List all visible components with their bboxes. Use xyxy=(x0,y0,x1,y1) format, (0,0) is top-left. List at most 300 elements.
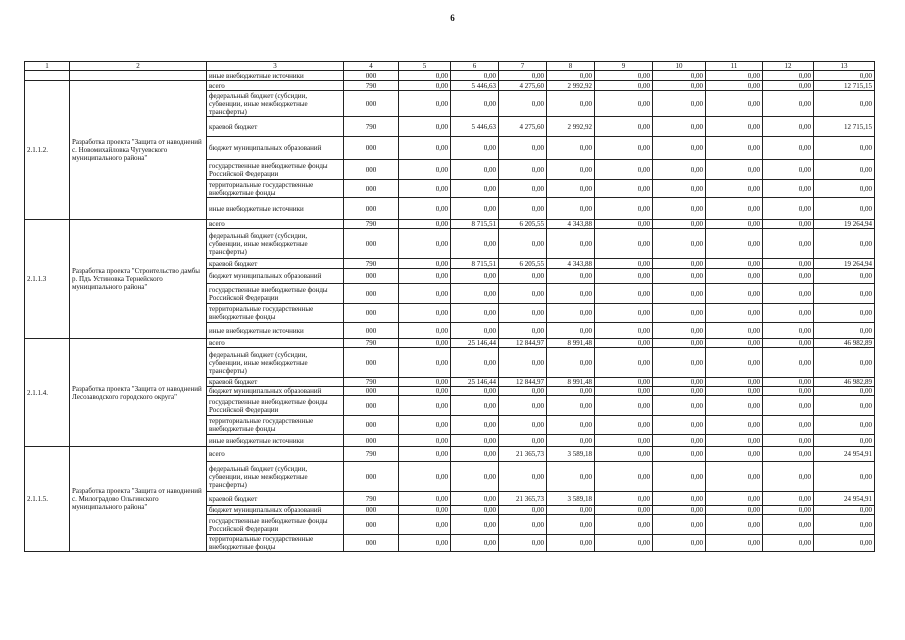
year-value: 0,00 xyxy=(595,269,653,284)
year-value: 0,00 xyxy=(399,304,451,323)
year-value: 0,00 xyxy=(499,229,547,259)
year-value: 0,00 xyxy=(547,435,595,447)
year-value: 0,00 xyxy=(763,304,814,323)
item-number: 2.1.1.3 xyxy=(25,220,70,339)
year-value: 0,00 xyxy=(547,396,595,416)
year-value: 0,00 xyxy=(595,81,653,91)
year-value: 0,00 xyxy=(763,198,814,220)
year-value: 0,00 xyxy=(706,387,763,396)
grbs-code: 000 xyxy=(344,462,399,492)
year-value: 0,00 xyxy=(706,462,763,492)
year-value: 0,00 xyxy=(499,284,547,304)
total-value: 46 982,89 xyxy=(814,339,875,348)
table-row xyxy=(25,447,875,462)
year-value: 0,00 xyxy=(499,348,547,378)
year-value: 0,00 xyxy=(451,506,499,515)
year-value: 0,00 xyxy=(399,348,451,378)
year-value: 0,00 xyxy=(547,284,595,304)
year-value: 0,00 xyxy=(399,220,451,229)
year-value: 0,00 xyxy=(653,323,706,339)
year-value: 0,00 xyxy=(763,396,814,416)
table-row xyxy=(25,220,875,229)
year-value: 0,00 xyxy=(595,284,653,304)
year-value: 0,00 xyxy=(451,160,499,180)
year-value: 0,00 xyxy=(595,492,653,506)
year-value: 0,00 xyxy=(499,387,547,396)
year-value: 0,00 xyxy=(399,387,451,396)
grbs-code: 000 xyxy=(344,137,399,160)
funding-source: территориальные государственные внебюджетные фонды xyxy=(207,416,344,435)
year-value: 0,00 xyxy=(706,323,763,339)
grbs-code: 000 xyxy=(344,160,399,180)
total-value: 12 715,15 xyxy=(814,81,875,91)
year-value: 0,00 xyxy=(399,396,451,416)
year-value: 0,00 xyxy=(547,160,595,180)
year-value: 12 844,97 xyxy=(499,378,547,387)
year-value: 0,00 xyxy=(499,160,547,180)
total-value: 46 982,89 xyxy=(814,378,875,387)
grbs-code: 000 xyxy=(344,348,399,378)
funding-source: государственные внебюджетные фонды Российской Федерации xyxy=(207,515,344,535)
funding-source: государственные внебюджетные фонды Российской Федерации xyxy=(207,284,344,304)
year-value: 0,00 xyxy=(451,91,499,117)
funding-source: всего xyxy=(207,220,344,229)
year-value: 21 365,73 xyxy=(499,492,547,506)
year-value: 0,00 xyxy=(399,259,451,269)
year-value: 25 146,44 xyxy=(451,378,499,387)
funding-source: бюджет муниципальных образований xyxy=(207,387,344,396)
year-value: 0,00 xyxy=(706,259,763,269)
year-value: 0,00 xyxy=(706,198,763,220)
year-value: 0,00 xyxy=(763,81,814,91)
total-value: 0,00 xyxy=(814,91,875,117)
year-value: 0,00 xyxy=(399,71,451,81)
year-value: 0,00 xyxy=(451,269,499,284)
year-value: 4 343,88 xyxy=(547,220,595,229)
year-value: 0,00 xyxy=(763,137,814,160)
grbs-code: 000 xyxy=(344,198,399,220)
year-value: 0,00 xyxy=(653,535,706,552)
year-value: 0,00 xyxy=(399,180,451,198)
total-value: 0,00 xyxy=(814,506,875,515)
year-value: 0,00 xyxy=(653,117,706,137)
total-value: 24 954,91 xyxy=(814,492,875,506)
grbs-code: 000 xyxy=(344,435,399,447)
total-value: 0,00 xyxy=(814,137,875,160)
year-value: 0,00 xyxy=(595,515,653,535)
year-value: 0,00 xyxy=(595,91,653,117)
grbs-code: 000 xyxy=(344,229,399,259)
header-cell: 13 xyxy=(814,62,875,71)
year-value: 0,00 xyxy=(451,198,499,220)
year-value: 0,00 xyxy=(399,339,451,348)
year-value: 0,00 xyxy=(499,91,547,117)
header-cell: 8 xyxy=(547,62,595,71)
year-value: 0,00 xyxy=(706,71,763,81)
year-value: 0,00 xyxy=(451,348,499,378)
funding-source: территориальные государственные внебюджетные фонды xyxy=(207,535,344,552)
table-row xyxy=(25,339,875,348)
year-value: 0,00 xyxy=(706,492,763,506)
year-value: 0,00 xyxy=(451,447,499,462)
funding-source: иные внебюджетные источники xyxy=(207,435,344,447)
year-value: 0,00 xyxy=(547,348,595,378)
header-cell: 10 xyxy=(653,62,706,71)
year-value: 0,00 xyxy=(399,229,451,259)
year-value: 0,00 xyxy=(653,387,706,396)
year-value: 0,00 xyxy=(499,435,547,447)
year-value: 0,00 xyxy=(763,323,814,339)
year-value: 0,00 xyxy=(451,535,499,552)
year-value: 0,00 xyxy=(399,447,451,462)
funding-source: федеральный бюджет (субсидии, субвенции, иные межбюджетные трансферты) xyxy=(207,462,344,492)
header-cell: 3 xyxy=(207,62,344,71)
year-value: 0,00 xyxy=(399,323,451,339)
year-value: 0,00 xyxy=(763,220,814,229)
year-value: 0,00 xyxy=(653,137,706,160)
year-value: 0,00 xyxy=(706,304,763,323)
year-value: 0,00 xyxy=(653,284,706,304)
total-value: 0,00 xyxy=(814,515,875,535)
year-value: 8 991,48 xyxy=(547,339,595,348)
year-value: 0,00 xyxy=(595,435,653,447)
year-value: 0,00 xyxy=(547,91,595,117)
year-value: 5 446,63 xyxy=(451,81,499,91)
year-value: 0,00 xyxy=(706,396,763,416)
year-value: 0,00 xyxy=(763,269,814,284)
year-value: 0,00 xyxy=(499,137,547,160)
measure-name xyxy=(70,71,207,81)
year-value: 0,00 xyxy=(595,339,653,348)
year-value: 0,00 xyxy=(451,284,499,304)
item-number: 2.1.1.2. xyxy=(25,81,70,220)
year-value: 0,00 xyxy=(499,462,547,492)
grbs-code: 790 xyxy=(344,259,399,269)
year-value: 25 146,44 xyxy=(451,339,499,348)
year-value: 0,00 xyxy=(595,160,653,180)
year-value: 0,00 xyxy=(399,269,451,284)
year-value: 0,00 xyxy=(595,137,653,160)
funding-source: иные внебюджетные источники xyxy=(207,71,344,81)
year-value: 0,00 xyxy=(399,462,451,492)
total-value: 0,00 xyxy=(814,198,875,220)
year-value: 0,00 xyxy=(653,180,706,198)
year-value: 0,00 xyxy=(653,396,706,416)
year-value: 0,00 xyxy=(763,259,814,269)
year-value: 0,00 xyxy=(763,160,814,180)
year-value: 0,00 xyxy=(499,416,547,435)
grbs-code: 000 xyxy=(344,323,399,339)
year-value: 0,00 xyxy=(763,435,814,447)
year-value: 0,00 xyxy=(595,304,653,323)
year-value: 0,00 xyxy=(499,180,547,198)
year-value: 0,00 xyxy=(653,492,706,506)
year-value: 0,00 xyxy=(706,81,763,91)
header-cell: 12 xyxy=(763,62,814,71)
year-value: 0,00 xyxy=(706,348,763,378)
year-value: 2 992,92 xyxy=(547,117,595,137)
item-number xyxy=(25,71,70,81)
year-value: 8 991,48 xyxy=(547,378,595,387)
year-value: 0,00 xyxy=(451,435,499,447)
header-cell: 11 xyxy=(706,62,763,71)
header-cell: 7 xyxy=(499,62,547,71)
total-value: 0,00 xyxy=(814,323,875,339)
table-row xyxy=(25,81,875,91)
year-value: 0,00 xyxy=(595,535,653,552)
year-value: 0,00 xyxy=(595,387,653,396)
funding-source: федеральный бюджет (субсидии, субвенции, иные межбюджетные трансферты) xyxy=(207,91,344,117)
grbs-code: 790 xyxy=(344,378,399,387)
total-value: 0,00 xyxy=(814,160,875,180)
year-value: 0,00 xyxy=(547,137,595,160)
year-value: 0,00 xyxy=(399,198,451,220)
year-value: 0,00 xyxy=(653,339,706,348)
year-value: 0,00 xyxy=(595,117,653,137)
year-value: 0,00 xyxy=(547,416,595,435)
year-value: 0,00 xyxy=(451,462,499,492)
funding-source: государственные внебюджетные фонды Российской Федерации xyxy=(207,160,344,180)
year-value: 0,00 xyxy=(595,447,653,462)
grbs-code: 790 xyxy=(344,492,399,506)
year-value: 0,00 xyxy=(499,506,547,515)
year-value: 0,00 xyxy=(653,435,706,447)
year-value: 0,00 xyxy=(706,180,763,198)
total-value: 0,00 xyxy=(814,284,875,304)
year-value: 0,00 xyxy=(451,229,499,259)
year-value: 4 343,88 xyxy=(547,259,595,269)
year-value: 0,00 xyxy=(595,180,653,198)
year-value: 0,00 xyxy=(451,492,499,506)
year-value: 0,00 xyxy=(706,220,763,229)
total-value: 0,00 xyxy=(814,396,875,416)
year-value: 0,00 xyxy=(653,304,706,323)
year-value: 0,00 xyxy=(706,117,763,137)
year-value: 0,00 xyxy=(706,91,763,117)
year-value: 0,00 xyxy=(763,462,814,492)
year-value: 0,00 xyxy=(653,229,706,259)
year-value: 3 589,18 xyxy=(547,492,595,506)
year-value: 0,00 xyxy=(595,198,653,220)
year-value: 0,00 xyxy=(763,117,814,137)
year-value: 0,00 xyxy=(653,378,706,387)
grbs-code: 000 xyxy=(344,416,399,435)
year-value: 0,00 xyxy=(653,259,706,269)
year-value: 4 275,60 xyxy=(499,81,547,91)
year-value: 0,00 xyxy=(653,416,706,435)
year-value: 0,00 xyxy=(706,435,763,447)
measure-name: Разработка проекта "Защита от наводнений с. Новомихайловка Чугуевского муниципального района" xyxy=(70,81,207,220)
year-value: 0,00 xyxy=(763,506,814,515)
year-value: 0,00 xyxy=(547,462,595,492)
funding-source: всего xyxy=(207,81,344,91)
funding-source: краевой бюджет xyxy=(207,259,344,269)
year-value: 0,00 xyxy=(706,339,763,348)
year-value: 0,00 xyxy=(706,160,763,180)
grbs-code: 000 xyxy=(344,387,399,396)
year-value: 0,00 xyxy=(451,387,499,396)
year-value: 3 589,18 xyxy=(547,447,595,462)
year-value: 0,00 xyxy=(499,304,547,323)
grbs-code: 000 xyxy=(344,396,399,416)
year-value: 0,00 xyxy=(451,515,499,535)
year-value: 0,00 xyxy=(595,229,653,259)
funding-source: краевой бюджет xyxy=(207,492,344,506)
year-value: 0,00 xyxy=(451,180,499,198)
year-value: 0,00 xyxy=(399,160,451,180)
grbs-code: 000 xyxy=(344,91,399,117)
grbs-code: 000 xyxy=(344,506,399,515)
year-value: 0,00 xyxy=(595,348,653,378)
year-value: 0,00 xyxy=(399,284,451,304)
year-value: 8 715,51 xyxy=(451,220,499,229)
year-value: 0,00 xyxy=(499,198,547,220)
year-value: 0,00 xyxy=(399,81,451,91)
grbs-code: 000 xyxy=(344,515,399,535)
year-value: 0,00 xyxy=(763,447,814,462)
year-value: 0,00 xyxy=(595,220,653,229)
measure-name: Разработка проекта "Строительство дамбы р. Пдъ Устиновка Тернейского муниципального района" xyxy=(70,220,207,339)
header-cell: 4 xyxy=(344,62,399,71)
year-value: 0,00 xyxy=(653,91,706,117)
year-value: 0,00 xyxy=(451,71,499,81)
year-value: 0,00 xyxy=(451,416,499,435)
funding-source: территориальные государственные внебюджетные фонды xyxy=(207,180,344,198)
year-value: 0,00 xyxy=(653,71,706,81)
header-cell: 9 xyxy=(595,62,653,71)
grbs-code: 790 xyxy=(344,117,399,137)
year-value: 0,00 xyxy=(653,515,706,535)
year-value: 0,00 xyxy=(399,435,451,447)
total-value: 0,00 xyxy=(814,387,875,396)
year-value: 0,00 xyxy=(547,71,595,81)
funding-source: бюджет муниципальных образований xyxy=(207,506,344,515)
year-value: 0,00 xyxy=(451,323,499,339)
table-row xyxy=(25,71,875,81)
year-value: 0,00 xyxy=(653,506,706,515)
total-value: 0,00 xyxy=(814,348,875,378)
year-value: 0,00 xyxy=(499,396,547,416)
year-value: 0,00 xyxy=(595,323,653,339)
year-value: 0,00 xyxy=(706,137,763,160)
total-value: 0,00 xyxy=(814,229,875,259)
grbs-code: 000 xyxy=(344,304,399,323)
year-value: 0,00 xyxy=(763,180,814,198)
year-value: 0,00 xyxy=(653,81,706,91)
grbs-code: 000 xyxy=(344,269,399,284)
year-value: 0,00 xyxy=(706,515,763,535)
measure-name: Разработка проекта "Защита от наводнений Лесозаводского городского округа" xyxy=(70,339,207,447)
year-value: 21 365,73 xyxy=(499,447,547,462)
year-value: 0,00 xyxy=(706,447,763,462)
item-number: 2.1.1.4. xyxy=(25,339,70,447)
year-value: 0,00 xyxy=(547,506,595,515)
year-value: 12 844,97 xyxy=(499,339,547,348)
year-value: 0,00 xyxy=(706,535,763,552)
year-value: 0,00 xyxy=(399,378,451,387)
year-value: 0,00 xyxy=(547,229,595,259)
funding-source: бюджет муниципальных образований xyxy=(207,269,344,284)
year-value: 0,00 xyxy=(399,492,451,506)
funding-source: всего xyxy=(207,447,344,462)
year-value: 0,00 xyxy=(547,323,595,339)
year-value: 0,00 xyxy=(499,71,547,81)
funding-source: федеральный бюджет (субсидии, субвенции, иные межбюджетные трансферты) xyxy=(207,348,344,378)
year-value: 0,00 xyxy=(706,506,763,515)
year-value: 0,00 xyxy=(595,71,653,81)
header-cell: 1 xyxy=(25,62,70,71)
total-value: 0,00 xyxy=(814,535,875,552)
funding-source: государственные внебюджетные фонды Российской Федерации xyxy=(207,396,344,416)
year-value: 0,00 xyxy=(706,416,763,435)
total-value: 24 954,91 xyxy=(814,447,875,462)
funding-source: бюджет муниципальных образований xyxy=(207,137,344,160)
header-row xyxy=(25,62,875,71)
year-value: 4 275,60 xyxy=(499,117,547,137)
year-value: 0,00 xyxy=(547,304,595,323)
grbs-code: 790 xyxy=(344,220,399,229)
year-value: 0,00 xyxy=(763,348,814,378)
year-value: 0,00 xyxy=(595,378,653,387)
total-value: 0,00 xyxy=(814,435,875,447)
total-value: 0,00 xyxy=(814,462,875,492)
year-value: 0,00 xyxy=(595,506,653,515)
year-value: 0,00 xyxy=(399,506,451,515)
year-value: 0,00 xyxy=(451,137,499,160)
total-value: 19 264,94 xyxy=(814,259,875,269)
grbs-code: 000 xyxy=(344,180,399,198)
total-value: 0,00 xyxy=(814,269,875,284)
year-value: 5 446,63 xyxy=(451,117,499,137)
year-value: 0,00 xyxy=(499,515,547,535)
year-value: 0,00 xyxy=(653,462,706,492)
funding-source: федеральный бюджет (субсидии, субвенции, иные межбюджетные трансферты) xyxy=(207,229,344,259)
year-value: 0,00 xyxy=(763,378,814,387)
year-value: 0,00 xyxy=(595,462,653,492)
page-number: 6 xyxy=(450,13,455,23)
grbs-code: 000 xyxy=(344,284,399,304)
year-value: 0,00 xyxy=(763,229,814,259)
measure-name: Разработка проекта "Защита от наводнений с. Милоградово Ольгинского муниципального района" xyxy=(70,447,207,552)
year-value: 0,00 xyxy=(399,515,451,535)
year-value: 0,00 xyxy=(499,535,547,552)
year-value: 0,00 xyxy=(547,198,595,220)
year-value: 0,00 xyxy=(547,515,595,535)
year-value: 0,00 xyxy=(706,284,763,304)
total-value: 0,00 xyxy=(814,304,875,323)
year-value: 0,00 xyxy=(706,229,763,259)
year-value: 0,00 xyxy=(763,71,814,81)
budget-table xyxy=(24,61,875,552)
item-number: 2.1.1.5. xyxy=(25,447,70,552)
total-value: 0,00 xyxy=(814,180,875,198)
year-value: 0,00 xyxy=(653,220,706,229)
funding-source: краевой бюджет xyxy=(207,378,344,387)
total-value: 12 715,15 xyxy=(814,117,875,137)
year-value: 0,00 xyxy=(706,378,763,387)
funding-source: территориальные государственные внебюджетные фонды xyxy=(207,304,344,323)
year-value: 0,00 xyxy=(763,535,814,552)
year-value: 0,00 xyxy=(763,91,814,117)
year-value: 0,00 xyxy=(399,416,451,435)
funding-source: краевой бюджет xyxy=(207,117,344,137)
year-value: 0,00 xyxy=(547,535,595,552)
year-value: 6 205,55 xyxy=(499,220,547,229)
total-value: 0,00 xyxy=(814,416,875,435)
year-value: 0,00 xyxy=(399,137,451,160)
year-value: 0,00 xyxy=(499,323,547,339)
year-value: 0,00 xyxy=(763,284,814,304)
